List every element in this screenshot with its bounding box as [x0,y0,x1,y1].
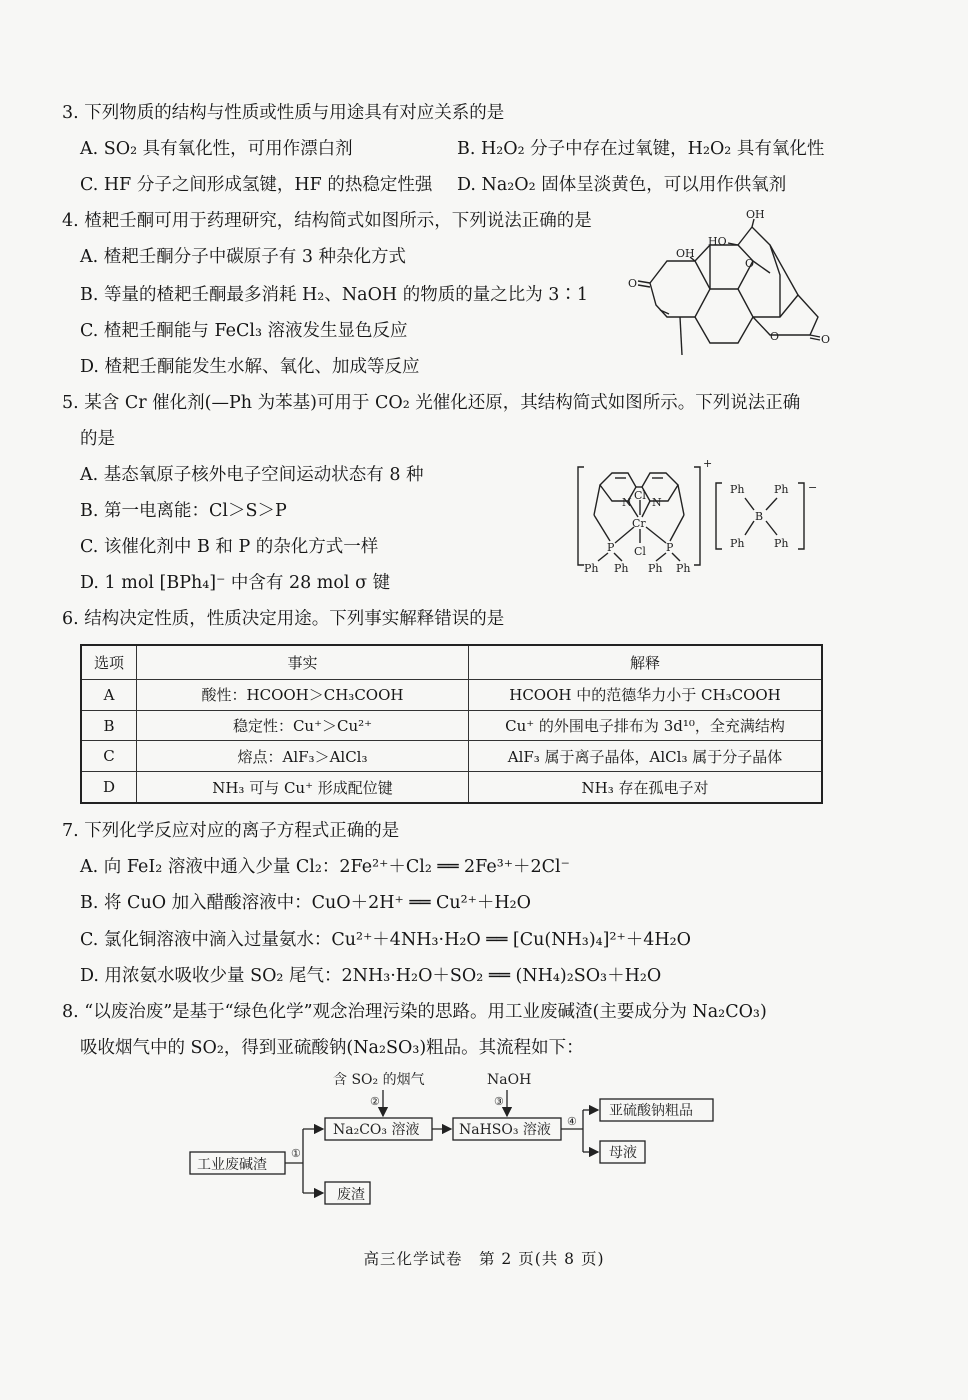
q7-stem: 7. 下列化学反应对应的离子方程式正确的是 [62,821,400,841]
q4-label-oh-top: OH [746,208,765,221]
table-cell-option: B [81,710,137,741]
flow-waste-box: 废渣 [337,1187,365,1203]
flow-step-3: ③ [494,1095,504,1108]
flow-gas-input: 含 SO₂ 的烟气 [333,1072,425,1088]
q4-structure-diagram [620,205,840,370]
q3-stem: 3. 下列物质的结构与性质或性质与用途具有对应关系的是 [62,103,505,123]
q4-label-oh-mid: OH [676,247,695,260]
table-header-option: 选项 [81,645,137,680]
q8-process-flow-diagram [185,1068,730,1210]
flow-nahso3-box: NaHSO₃ 溶液 [459,1122,551,1138]
q4-option-c: C. 楂耙壬酮能与 FeCl₃ 溶液发生显色反应 [80,321,408,341]
q5-label-p-right: P [666,541,674,554]
table-row [81,680,822,711]
flow-start-box: 工业废碱渣 [197,1157,267,1173]
q5-stem-line1: 5. 某含 Cr 催化剂(—Ph 为苯基)可用于 CO₂ 光催化还原，其结构简式如图所示。下列说法正确 [62,393,801,413]
q7-option-c: C. 氯化铜溶液中滴入过量氨水：Cu²⁺＋4NH₃·H₂O ══ [Cu(NH₃)₄]²⁺＋4H₂O [80,930,691,950]
q6-facts-table [80,644,823,804]
q5-label-ph-1: Ph [584,562,599,575]
flow-step-1: ① [291,1147,301,1160]
q4-option-a: A. 楂耙壬酮分子中碳原子有 3 种杂化方式 [80,247,407,267]
q5-option-a: A. 基态氧原子核外电子空间运动状态有 8 种 [80,465,424,485]
q5-option-b: B. 第一电离能：Cl＞S＞P [80,501,287,521]
q5-label-ph-5: Ph [730,483,745,496]
q5-option-c: C. 该催化剂中 B 和 P 的杂化方式一样 [80,537,379,557]
table-cell-fact: 熔点：AlF₃＞AlCl₃ [137,741,469,772]
q5-label-n-left: N [622,496,632,509]
flow-na2co3-box: Na₂CO₃ 溶液 [333,1122,420,1138]
q7-option-a: A. 向 FeI₂ 溶液中通入少量 Cl₂：2Fe²⁺＋Cl₂ ══ 2Fe³⁺＋2Cl⁻ [80,857,570,877]
table-cell-explanation: AlF₃ 属于离子晶体，AlCl₃ 属于分子晶体 [469,741,823,772]
flow-product-box: 亚硫酸钠粗品 [609,1103,693,1119]
table-cell-option: C [81,741,137,772]
q5-label-p-left: P [607,541,615,554]
q5-label-b: B [755,510,764,523]
flow-step-4: ④ [567,1115,577,1128]
table-header-explanation: 解释 [469,645,823,680]
q3-option-d: D. Na₂O₂ 固体呈淡黄色，可以用作供氧剂 [457,175,787,195]
table-cell-explanation: HCOOH 中的范德华力小于 CH₃COOH [469,680,823,711]
q5-option-d: D. 1 mol [BPh₄]⁻ 中含有 28 mol σ 键 [80,573,391,593]
q4-option-d: D. 楂耙壬酮能发生水解、氧化、加成等反应 [80,357,420,377]
table-header-row [81,645,822,680]
table-cell-fact: NH₃ 可与 Cu⁺ 形成配位键 [137,772,469,803]
table-row [81,710,822,741]
flow-mother-liquor-box: 母液 [609,1145,637,1161]
table-cell-option: A [81,680,137,711]
table-header-fact: 事实 [137,645,469,680]
q5-label-cl-top: Cl [634,489,646,502]
q5-label-ph-3: Ph [648,562,663,575]
table-cell-explanation: Cu⁺ 的外围电子排布为 3d¹⁰，全充满结构 [469,710,823,741]
q5-label-ph-2: Ph [614,562,629,575]
table-cell-fact: 酸性：HCOOH＞CH₃COOH [137,680,469,711]
q5-stem-line2: 的是 [80,429,115,449]
q4-option-b: B. 等量的楂耙壬酮最多消耗 H₂、NaOH 的物质的量之比为 3∶1 [80,285,589,305]
q4-label-o-lactone: O [821,333,831,346]
flow-step-2: ② [370,1095,380,1108]
q5-label-ph-4: Ph [676,562,691,575]
q4-label-o-ring1: O [745,257,755,270]
q5-label-n-right: N [652,496,662,509]
q5-label-plus: + [703,457,713,470]
q7-option-b: B. 将 CuO 加入醋酸溶液中：CuO＋2H⁺ ══ Cu²⁺＋H₂O [80,893,531,913]
q4-stem: 4. 楂耙壬酮可用于药理研究，结构简式如图所示，下列说法正确的是 [62,211,592,231]
table-cell-option: D [81,772,137,803]
q4-label-o-ring2: O [770,330,780,343]
table-row [81,741,822,772]
q8-stem-line2: 吸收烟气中的 SO₂，得到亚硫酸钠(Na₂SO₃)粗品。其流程如下： [80,1038,584,1058]
q5-label-cl-bottom: Cl [634,545,646,558]
q5-label-ph-6: Ph [774,483,789,496]
table-row [81,772,822,803]
q5-label-minus: − [808,481,818,494]
q8-stem-line1: 8. “以废治废”是基于“绿色化学”观念治理污染的思路。用工业废碱渣(主要成分为 Na₂CO₃) [62,1002,767,1022]
q5-catalyst-structure [570,455,825,577]
table-cell-explanation: NH₃ 存在孤电子对 [469,772,823,803]
table-cell-fact: 稳定性：Cu⁺＞Cu²⁺ [137,710,469,741]
flow-naoh-input: NaOH [487,1072,532,1088]
q3-option-c: C. HF 分子之间形成氢键，HF 的热稳定性强 [80,175,433,195]
q7-option-d: D. 用浓氨水吸收少量 SO₂ 尾气：2NH₃·H₂O＋SO₂ ══ (NH₄)₂SO₃＋H₂O [80,966,662,986]
page-footer: 高三化学试卷 第 2 页(共 8 页) [363,1250,605,1268]
q4-label-ho: HO [708,235,727,248]
q3-option-b: B. H₂O₂ 分子中存在过氧键，H₂O₂ 具有氧化性 [457,139,825,159]
q3-option-a: A. SO₂ 具有氧化性，可用作漂白剂 [80,139,353,159]
q5-label-cr: Cr [632,517,646,530]
q6-stem: 6. 结构决定性质，性质决定用途。下列事实解释错误的是 [62,609,505,629]
q5-label-ph-8: Ph [774,537,789,550]
q4-label-o-ketone: O [628,277,638,290]
q5-label-ph-7: Ph [730,537,745,550]
